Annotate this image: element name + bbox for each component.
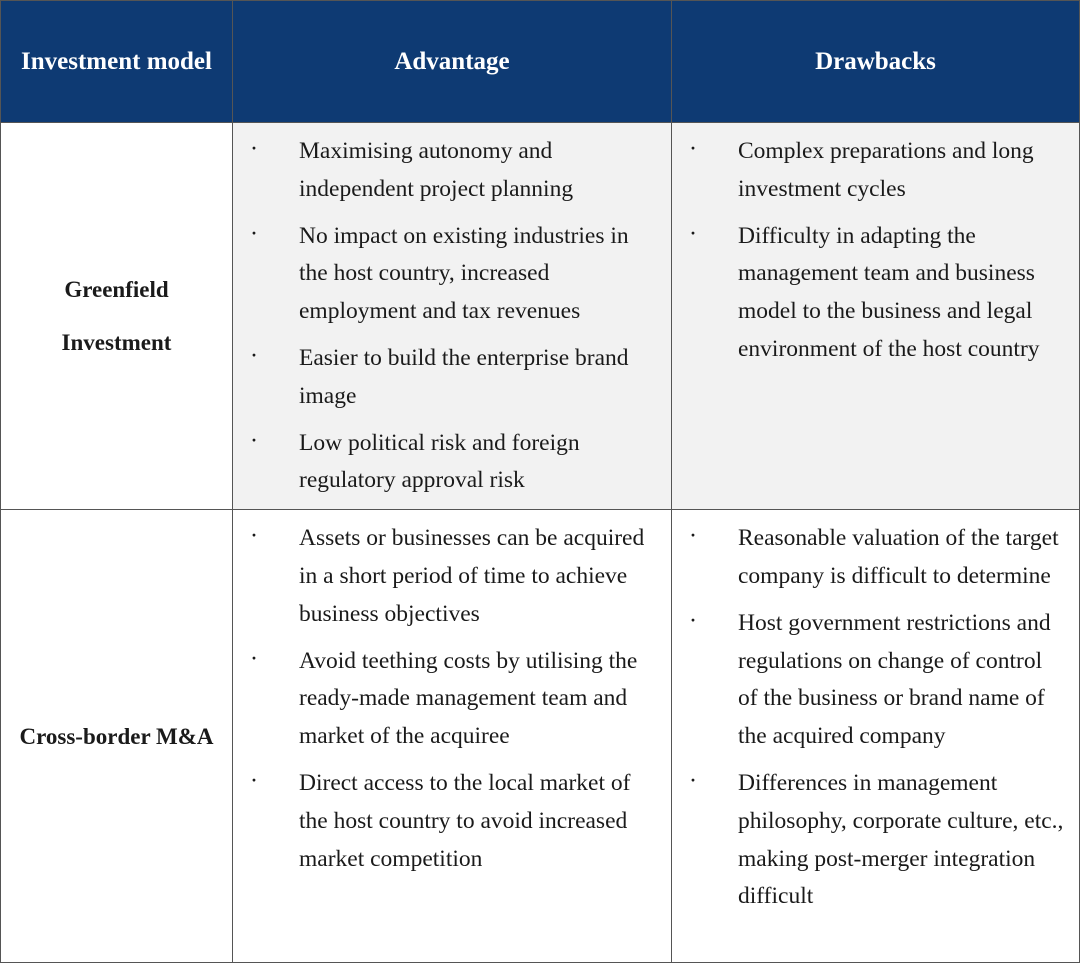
list-item — [672, 605, 1065, 756]
list-item — [233, 643, 657, 756]
header-row — [1, 1, 1080, 123]
list-item-text: Direct access to the local market of the host country to avoid increased market competition — [299, 769, 631, 872]
list-item-text: Differences in management philosophy, corporate culture, etc., making post-merger integration difficult — [738, 769, 1064, 910]
advantages-cell — [233, 510, 672, 963]
model-cell — [1, 123, 233, 510]
drawbacks-list — [672, 123, 1079, 369]
list-item — [672, 133, 1065, 209]
bullet-icon: · — [250, 138, 257, 158]
header-drawbacks-label: Drawbacks — [815, 47, 936, 75]
advantages-list — [233, 510, 671, 878]
drawbacks-cell — [672, 510, 1080, 963]
bullet-icon: · — [689, 525, 696, 546]
list-item — [672, 765, 1065, 916]
bullet-icon: · — [689, 138, 696, 158]
bullet-icon: · — [689, 769, 696, 790]
header-drawbacks — [672, 1, 1080, 123]
list-item-text: Assets or businesses can be acquired in a short period of time to achieve business objectives — [299, 525, 645, 627]
bullet-icon: · — [250, 525, 257, 546]
model-name: Cross-border M&A — [19, 723, 214, 749]
header-investment-model — [1, 1, 233, 123]
model-cell — [1, 510, 233, 963]
header-advantage-label: Advantage — [394, 47, 510, 75]
header-investment-model-label: Investment model — [21, 47, 212, 75]
advantages-list — [233, 123, 671, 500]
list-item — [233, 133, 657, 209]
bullet-icon: · — [689, 609, 696, 630]
advantages-cell — [233, 123, 672, 510]
bullet-icon: · — [250, 344, 257, 365]
list-item — [233, 425, 657, 501]
bullet-icon: · — [689, 222, 696, 243]
list-item-text: Difficulty in adapting the management team and business model to the business and legal environment of the host country — [738, 222, 1040, 362]
list-item-text: Reasonable valuation of the target company is difficult to determine — [738, 525, 1059, 589]
model-name: Greenfield Investment — [61, 277, 172, 356]
table-row — [1, 123, 1080, 510]
list-item — [672, 520, 1065, 596]
list-item-text: Avoid teething costs by utilising the ready-made management team and market of the acquiree — [299, 647, 638, 750]
bullet-icon: · — [250, 222, 257, 243]
bullet-icon: · — [250, 429, 257, 450]
drawbacks-list — [672, 510, 1079, 916]
list-item — [233, 520, 657, 633]
table-row — [1, 510, 1080, 963]
list-item-text: No impact on existing industries in the host country, increased employment and tax revenues — [299, 222, 629, 325]
list-item — [233, 340, 657, 416]
list-item-text: Easier to build the enterprise brand image — [299, 344, 629, 409]
list-item-text: Host government restrictions and regulations on change of control of the business or brand name of the acquired company — [738, 609, 1051, 750]
bullet-icon: · — [250, 647, 257, 668]
list-item-text: Complex preparations and long investment cycles — [738, 138, 1034, 202]
drawbacks-cell — [672, 123, 1080, 510]
table-header — [1, 1, 1080, 123]
list-item — [672, 218, 1065, 369]
list-item — [233, 765, 657, 878]
list-item-text: Maximising autonomy and independent project planning — [299, 138, 574, 202]
table-body — [1, 123, 1080, 963]
bullet-icon: · — [250, 769, 257, 790]
header-advantage — [233, 1, 672, 123]
list-item — [233, 218, 657, 331]
list-item-text: Low political risk and foreign regulatory approval risk — [299, 429, 580, 494]
